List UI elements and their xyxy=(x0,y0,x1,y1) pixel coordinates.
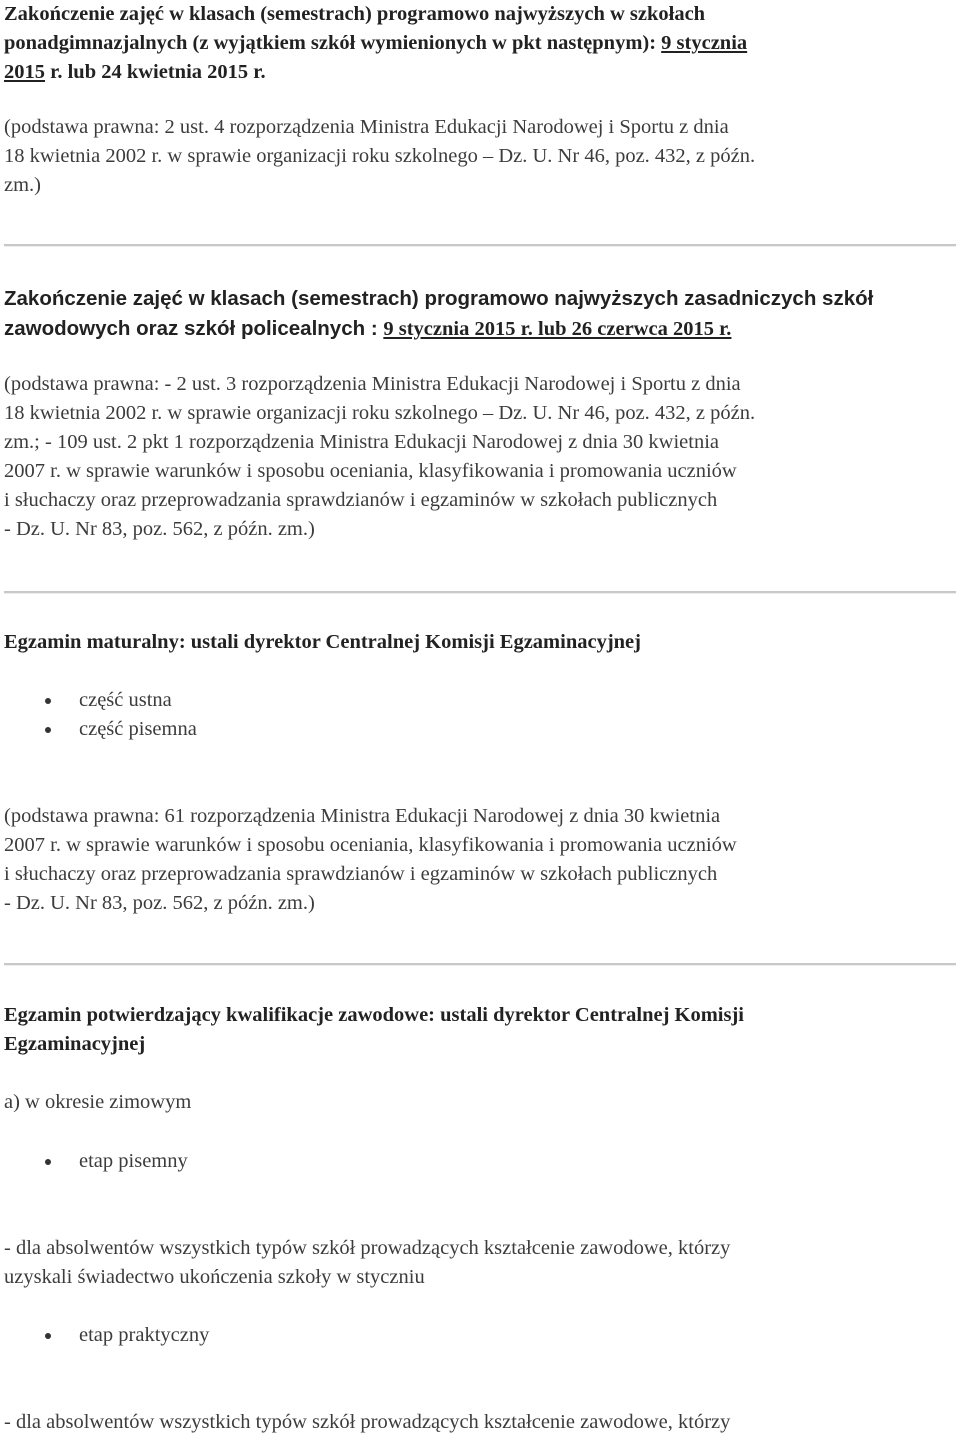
basis-line: 18 kwietnia 2002 r. w sprawie organizacji roku szkolnego – Dz. U. Nr 46, poz. 432, z późn. xyxy=(4,402,756,424)
stage-list xyxy=(0,1147,188,1176)
heading-line: ponadgimnazjalnych (z wyjątkiem szkół wymienionych w pkt następnym): 9 stycznia xyxy=(4,32,748,54)
heading-line: Egzamin maturalny: ustali dyrektor Centralnej Komisji Egzaminacyjnej xyxy=(4,631,641,653)
basis-line: (podstawa prawna: 61 rozporządzenia Ministra Edukacji Narodowej z dnia 30 kwietnia xyxy=(4,805,721,827)
basis-line: 2007 r. w sprawie warunków i sposobu oceniania, klasyfikowania i promowania uczniów xyxy=(4,460,737,482)
heading-line: zawodowych oraz szkół policealnych : 9 stycznia 2015 r. lub 26 czerwca 2015 r. xyxy=(4,317,732,340)
list-item: etap pisemny xyxy=(0,1147,188,1176)
basis-line: - Dz. U. Nr 83, poz. 562, z późn. zm.) xyxy=(4,892,315,914)
period-label: a) w okresie zimowym xyxy=(4,1091,192,1113)
list-item: etap praktyczny xyxy=(0,1321,209,1350)
basis-line: 18 kwietnia 2002 r. w sprawie organizacji roku szkolnego – Dz. U. Nr 46, poz. 432, z późn. xyxy=(4,145,756,167)
date-link[interactable]: 2015 xyxy=(4,61,45,83)
divider xyxy=(4,591,956,594)
date-link[interactable]: 9 stycznia xyxy=(661,32,748,54)
section3-legal-basis xyxy=(4,802,737,918)
list-item: część pisemna xyxy=(0,715,197,744)
heading-line: Egzaminacyjnej xyxy=(4,1033,146,1055)
basis-line: zm.; - 109 ust. 2 pkt 1 rozporządzenia Ministra Edukacji Narodowej z dnia 30 kwietnia xyxy=(4,431,720,453)
divider xyxy=(4,963,956,966)
heading-line: Zakończenie zajęć w klasach (semestrach) programowo najwyższych zasadniczych szkół xyxy=(4,287,874,310)
stage-note: - dla absolwentów wszystkich typów szkół prowadzących kształcenie zawodowe, którzy xyxy=(4,1411,731,1433)
heading-line: Zakończenie zajęć w klasach (semestrach) programowo najwyższych w szkołach xyxy=(4,3,706,25)
basis-line: (podstawa prawna: 2 ust. 4 rozporządzenia Ministra Edukacji Narodowej i Sportu z dnia xyxy=(4,116,729,138)
date-link[interactable]: 9 stycznia 2015 r. lub 26 czerwca 2015 r. xyxy=(383,318,732,340)
basis-line: - Dz. U. Nr 83, poz. 562, z późn. zm.) xyxy=(4,518,315,540)
section2-legal-basis xyxy=(4,370,755,544)
stage-note: - dla absolwentów wszystkich typów szkół prowadzących kształcenie zawodowe, którzy uzyskali świadectwo ukończenia szkoły w styczniu xyxy=(4,1237,731,1288)
exam-parts-list xyxy=(0,686,197,744)
section2-heading xyxy=(4,284,873,344)
section3-heading xyxy=(4,628,641,657)
heading-line: 2015 r. lub 24 kwietnia 2015 r. xyxy=(4,61,266,83)
heading-line: Egzamin potwierdzający kwalifikacje zawodowe: ustali dyrektor Centralnej Komisji xyxy=(4,1004,745,1026)
basis-line: zm.) xyxy=(4,174,41,196)
stage-list xyxy=(0,1321,209,1350)
divider xyxy=(4,244,956,247)
bullet-icon xyxy=(45,1333,51,1339)
basis-line: 2007 r. w sprawie warunków i sposobu oceniania, klasyfikowania i promowania uczniów xyxy=(4,834,737,856)
basis-line: i słuchaczy oraz przeprowadzania sprawdzianów i egzaminów w szkołach publicznych xyxy=(4,863,718,885)
section4-heading xyxy=(4,1001,744,1059)
section1-legal-basis xyxy=(4,113,755,200)
list-item: część ustna xyxy=(0,686,197,715)
basis-line: (podstawa prawna: - 2 ust. 3 rozporządzenia Ministra Edukacji Narodowej i Sportu z dnia xyxy=(4,373,741,395)
basis-line: i słuchaczy oraz przeprowadzania sprawdzianów i egzaminów w szkołach publicznych xyxy=(4,489,718,511)
bullet-icon xyxy=(45,727,51,733)
section1-heading xyxy=(4,0,747,87)
bullet-icon xyxy=(45,1159,51,1165)
bullet-icon xyxy=(45,698,51,704)
